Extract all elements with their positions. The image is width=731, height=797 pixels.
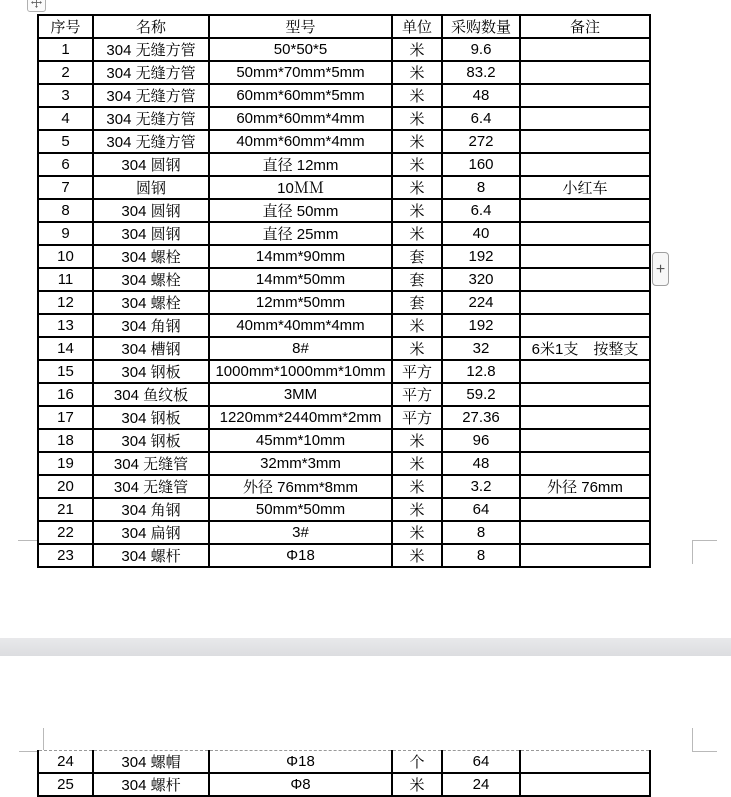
cell-model[interactable]: 50*50*5 — [209, 38, 392, 61]
cell-unit[interactable]: 米 — [392, 314, 442, 337]
cell-qty[interactable]: 27.36 — [442, 406, 520, 429]
cell-model[interactable]: 直径 50mm — [209, 199, 392, 222]
header-name[interactable]: 名称 — [93, 15, 209, 38]
procurement-table-page2 — [37, 750, 651, 797]
cell-name[interactable]: 304 螺帽 — [93, 751, 209, 774]
table-row — [38, 268, 650, 291]
cell-no[interactable]: 3 — [38, 84, 93, 107]
cell-name[interactable]: 304 鱼纹板 — [93, 383, 209, 406]
cell-model[interactable]: 50mm*70mm*5mm — [209, 61, 392, 84]
table-row — [38, 429, 650, 452]
cell-unit[interactable]: 套 — [392, 268, 442, 291]
cell-unit[interactable]: 米 — [392, 521, 442, 544]
cell-note[interactable] — [520, 199, 650, 222]
cell-no[interactable]: 23 — [38, 544, 93, 567]
page1-bottom-right-margin-mark — [692, 540, 717, 564]
table-row — [38, 107, 650, 130]
cell-unit[interactable]: 米 — [392, 84, 442, 107]
move-arrows-icon — [31, 0, 42, 8]
cell-note[interactable] — [520, 544, 650, 567]
cell-name[interactable]: 304 圆钢 — [93, 199, 209, 222]
table-row — [38, 773, 650, 796]
cell-no[interactable]: 7 — [38, 176, 93, 199]
table-row — [38, 84, 650, 107]
cell-qty[interactable]: 224 — [442, 291, 520, 314]
header-unit[interactable]: 单位 — [392, 15, 442, 38]
table-header-row — [38, 15, 650, 38]
cell-qty[interactable]: 8 — [442, 521, 520, 544]
cell-note[interactable] — [520, 268, 650, 291]
header-no[interactable]: 序号 — [38, 15, 93, 38]
cell-model[interactable]: 60mm*60mm*4mm — [209, 107, 392, 130]
cell-model[interactable]: 40mm*60mm*4mm — [209, 130, 392, 153]
cell-model[interactable]: 外径 76mm*8mm — [209, 475, 392, 498]
cell-unit[interactable]: 米 — [392, 222, 442, 245]
table-row — [38, 176, 650, 199]
cell-name[interactable]: 304 圆钢 — [93, 222, 209, 245]
cell-model[interactable]: 32mm*3mm — [209, 452, 392, 475]
cell-name[interactable]: 304 无缝方管 — [93, 38, 209, 61]
page2-top-left-margin-mark — [19, 728, 44, 752]
table-row — [38, 222, 650, 245]
cell-name[interactable]: 304 钢板 — [93, 429, 209, 452]
table-row — [38, 245, 650, 268]
cell-name[interactable]: 304 钢板 — [93, 360, 209, 383]
cell-note[interactable] — [520, 153, 650, 176]
cell-note[interactable] — [520, 61, 650, 84]
cell-qty[interactable]: 6.4 — [442, 199, 520, 222]
cell-qty[interactable]: 9.6 — [442, 38, 520, 61]
cell-model[interactable]: 1000mm*1000mm*10mm — [209, 360, 392, 383]
cell-unit[interactable]: 个 — [392, 751, 442, 774]
cell-model[interactable]: 14mm*90mm — [209, 245, 392, 268]
cell-name[interactable]: 304 扁钢 — [93, 521, 209, 544]
table-row — [38, 383, 650, 406]
cell-unit[interactable]: 米 — [392, 176, 442, 199]
table-row — [38, 291, 650, 314]
cell-unit[interactable]: 米 — [392, 130, 442, 153]
cell-note[interactable]: 外径 76mm — [520, 475, 650, 498]
table-row — [38, 337, 650, 360]
cell-model[interactable]: Φ18 — [209, 751, 392, 774]
cell-qty[interactable]: 272 — [442, 130, 520, 153]
cell-note[interactable]: 6米1支 按整支 — [520, 337, 650, 360]
add-button[interactable]: + — [652, 252, 669, 286]
cell-qty[interactable]: 320 — [442, 268, 520, 291]
cell-qty[interactable]: 6.4 — [442, 107, 520, 130]
cell-name[interactable]: 304 无缝管 — [93, 452, 209, 475]
cell-unit[interactable]: 米 — [392, 429, 442, 452]
header-qty[interactable]: 采购数量 — [442, 15, 520, 38]
cell-no[interactable]: 22 — [38, 521, 93, 544]
table-move-handle[interactable] — [27, 0, 46, 12]
cell-qty[interactable]: 8 — [442, 176, 520, 199]
table-row — [38, 751, 650, 774]
cell-qty[interactable]: 83.2 — [442, 61, 520, 84]
cell-unit[interactable]: 平方 — [392, 406, 442, 429]
table-row — [38, 475, 650, 498]
cell-note[interactable] — [520, 222, 650, 245]
cell-name[interactable]: 304 槽钢 — [93, 337, 209, 360]
cell-note[interactable] — [520, 291, 650, 314]
cell-no[interactable]: 6 — [38, 153, 93, 176]
cell-model[interactable]: 12mm*50mm — [209, 291, 392, 314]
cell-no[interactable]: 25 — [38, 773, 93, 796]
cell-no[interactable]: 19 — [38, 452, 93, 475]
cell-note[interactable] — [520, 360, 650, 383]
table-row — [38, 452, 650, 475]
cell-no[interactable]: 5 — [38, 130, 93, 153]
procurement-table-page1 — [37, 14, 651, 568]
cell-no[interactable]: 4 — [38, 107, 93, 130]
table-row — [38, 406, 650, 429]
cell-note[interactable]: 小红车 — [520, 176, 650, 199]
cell-qty[interactable]: 192 — [442, 314, 520, 337]
cell-qty[interactable]: 64 — [442, 751, 520, 774]
cell-qty[interactable]: 96 — [442, 429, 520, 452]
cell-unit[interactable]: 米 — [392, 199, 442, 222]
cell-qty[interactable]: 64 — [442, 498, 520, 521]
cell-unit[interactable]: 米 — [392, 153, 442, 176]
cell-model[interactable]: 3# — [209, 521, 392, 544]
cell-no[interactable]: 11 — [38, 268, 93, 291]
cell-no[interactable]: 10 — [38, 245, 93, 268]
cell-model[interactable]: 3MM — [209, 383, 392, 406]
cell-name[interactable]: 304 圆钢 — [93, 153, 209, 176]
table-row — [38, 498, 650, 521]
cell-no[interactable]: 21 — [38, 498, 93, 521]
cell-model[interactable]: Φ18 — [209, 544, 392, 567]
cell-name[interactable]: 304 螺栓 — [93, 245, 209, 268]
cell-qty[interactable]: 192 — [442, 245, 520, 268]
cell-unit[interactable]: 套 — [392, 245, 442, 268]
cell-note[interactable] — [520, 429, 650, 452]
cell-unit[interactable]: 米 — [392, 38, 442, 61]
table-row — [38, 153, 650, 176]
cell-unit[interactable]: 米 — [392, 452, 442, 475]
header-note[interactable]: 备注 — [520, 15, 650, 38]
cell-model[interactable]: 45mm*10mm — [209, 429, 392, 452]
cell-name[interactable]: 304 无缝方管 — [93, 130, 209, 153]
cell-model[interactable]: Φ8 — [209, 773, 392, 796]
cell-name[interactable]: 304 无缝方管 — [93, 107, 209, 130]
cell-no[interactable]: 1 — [38, 38, 93, 61]
cell-note[interactable] — [520, 130, 650, 153]
table-row — [38, 314, 650, 337]
cell-qty[interactable]: 8 — [442, 544, 520, 567]
table-row — [38, 61, 650, 84]
cell-note[interactable] — [520, 107, 650, 130]
table-row — [38, 130, 650, 153]
cell-model[interactable]: 50mm*50mm — [209, 498, 392, 521]
cell-name[interactable]: 圆钢 — [93, 176, 209, 199]
cell-model[interactable]: 40mm*40mm*4mm — [209, 314, 392, 337]
cell-model[interactable]: 直径 25mm — [209, 222, 392, 245]
cell-qty[interactable]: 48 — [442, 84, 520, 107]
cell-note[interactable] — [520, 452, 650, 475]
cell-note[interactable] — [520, 84, 650, 107]
cell-model[interactable]: 10ＭＭ — [209, 176, 392, 199]
cell-qty[interactable]: 40 — [442, 222, 520, 245]
cell-note[interactable] — [520, 773, 650, 796]
cell-unit[interactable]: 平方 — [392, 383, 442, 406]
cell-unit[interactable]: 米 — [392, 337, 442, 360]
cell-qty[interactable]: 48 — [442, 452, 520, 475]
table-row — [38, 199, 650, 222]
cell-qty[interactable]: 3.2 — [442, 475, 520, 498]
cell-unit[interactable]: 米 — [392, 475, 442, 498]
cell-no[interactable]: 13 — [38, 314, 93, 337]
cell-name[interactable]: 304 螺杆 — [93, 773, 209, 796]
table-row — [38, 38, 650, 61]
cell-unit[interactable]: 米 — [392, 498, 442, 521]
cell-note[interactable] — [520, 498, 650, 521]
cell-note[interactable] — [520, 38, 650, 61]
cell-unit[interactable]: 套 — [392, 291, 442, 314]
cell-model[interactable]: 1220mm*2440mm*2mm — [209, 406, 392, 429]
cell-no[interactable]: 15 — [38, 360, 93, 383]
cell-name[interactable]: 304 螺栓 — [93, 291, 209, 314]
cell-note[interactable] — [520, 521, 650, 544]
cell-model[interactable]: 直径 12mm — [209, 153, 392, 176]
cell-unit[interactable]: 平方 — [392, 360, 442, 383]
table-row — [38, 544, 650, 567]
cell-model[interactable]: 14mm*50mm — [209, 268, 392, 291]
cell-note[interactable] — [520, 751, 650, 774]
cell-qty[interactable]: 12.8 — [442, 360, 520, 383]
cell-model[interactable]: 60mm*60mm*5mm — [209, 84, 392, 107]
cell-no[interactable]: 12 — [38, 291, 93, 314]
cell-note[interactable] — [520, 406, 650, 429]
cell-unit[interactable]: 米 — [392, 544, 442, 567]
table-row — [38, 360, 650, 383]
page2-top-right-margin-mark — [692, 728, 717, 752]
cell-qty[interactable]: 160 — [442, 153, 520, 176]
cell-note[interactable] — [520, 314, 650, 337]
cell-no[interactable]: 20 — [38, 475, 93, 498]
cell-name[interactable]: 304 角钢 — [93, 498, 209, 521]
cell-name[interactable]: 304 无缝方管 — [93, 84, 209, 107]
page-separator — [0, 638, 731, 656]
cell-note[interactable] — [520, 383, 650, 406]
cell-no[interactable]: 9 — [38, 222, 93, 245]
cell-qty[interactable]: 59.2 — [442, 383, 520, 406]
cell-no[interactable]: 17 — [38, 406, 93, 429]
cell-name[interactable]: 304 螺杆 — [93, 544, 209, 567]
cell-note[interactable] — [520, 245, 650, 268]
cell-no[interactable]: 14 — [38, 337, 93, 360]
cell-name[interactable]: 304 角钢 — [93, 314, 209, 337]
cell-qty[interactable]: 32 — [442, 337, 520, 360]
header-model[interactable]: 型号 — [209, 15, 392, 38]
cell-model[interactable]: 8# — [209, 337, 392, 360]
cell-no[interactable]: 18 — [38, 429, 93, 452]
cell-no[interactable]: 8 — [38, 199, 93, 222]
cell-no[interactable]: 24 — [38, 751, 93, 774]
cell-unit[interactable]: 米 — [392, 107, 442, 130]
cell-name[interactable]: 304 钢板 — [93, 406, 209, 429]
cell-no[interactable]: 16 — [38, 383, 93, 406]
cell-qty[interactable]: 24 — [442, 773, 520, 796]
cell-no[interactable]: 2 — [38, 61, 93, 84]
cell-unit[interactable]: 米 — [392, 773, 442, 796]
cell-name[interactable]: 304 螺栓 — [93, 268, 209, 291]
cell-name[interactable]: 304 无缝方管 — [93, 61, 209, 84]
table-row — [38, 521, 650, 544]
cell-unit[interactable]: 米 — [392, 61, 442, 84]
cell-name[interactable]: 304 无缝管 — [93, 475, 209, 498]
